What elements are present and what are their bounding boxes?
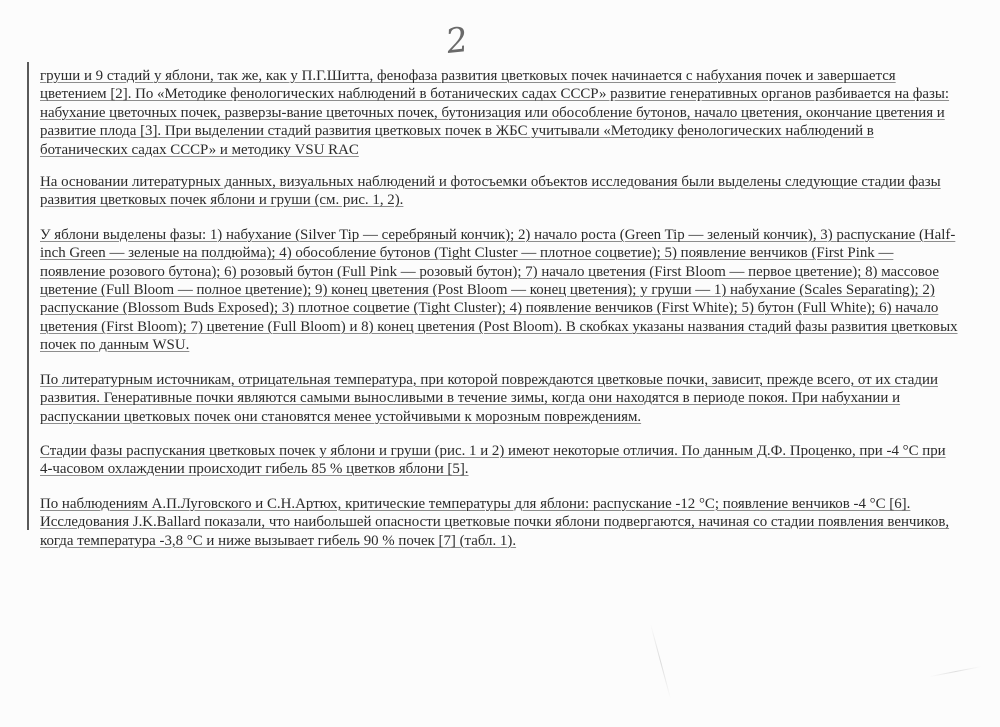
paragraph-3: У яблони выделены фазы: 1) набухание (Silver Tip — серебряный кончик); 2) начало роста (Green Tip — зеленый кончик), 3) распускание (Half-inch Green — зеленые на полдюйма); 4) обособление бутонов (Tight Cluster — плотное соцветие); 5) появление венчиков (First Pink — появление розового бутона); 6) розовый бутон (Full Pink — розовый бутон); 7) начало цветения (First Bloom — первое цветение); 8) массовое цветение (Full Bloom — полное цветение); 9) конец цветения (Post Bloom — конец цветения); у груши — 1) набухание (Scales Separating); 2) распускание (Blossom Buds Exposed); 3) плотное соцветие (Tight Cluster); 4) появление венчиков (First White); 5) бутон (Full White); 6) начало цветения (First Bloom); 7) цветение (Full Bloom) и 8) конец цветения (Post Bloom). В скобках указаны названия стадий фазы развития цветковых почек по данным WSU. <box>40 226 958 354</box>
paragraph-2: На основании литературных данных, визуальных наблюдений и фотосъемки объектов исследования были выделены следующие стадии фазы развития цветковых почек яблони и груши (см. рис. 1, 2). <box>40 174 941 209</box>
scan-crease-mark <box>650 624 671 700</box>
paragraph-1: груши и 9 стадий у яблони, так же, как у П.Г.Шитта, фенофаза развития цветковых почек начинается с набухания почек и завершается цветением [2]. По «Методике фенологических наблюдений в ботанических садах СССР» развитие генеративных органов разбивается на фазы: набухание цветочных почек, разверзы-вание цветочных почек, бутонизация или обособление бутонов, начало цветения, окончание цветения и развитие плода [3]. При выделении стадий развития цветковых почек в ЖБС учитывали «Методику фенологических наблюдений в ботанических садах СССР» и методику VSU RAC <box>40 68 950 158</box>
scan-crease-mark <box>930 666 981 677</box>
paragraph-5: Стадии фазы распускания цветковых почек у яблони и груши (рис. 1 и 2) имеют некоторые отличия. По данным Д.Ф. Проценко, при -4 °С при 4-часовом охлаждении происходит гибель 85 % цветков яблони [5]. <box>40 442 946 478</box>
paragraph-6: По наблюдениям А.П.Луговского и С.Н.Артюх, критические температуры для яблони: распускание -12 °С; появление венчиков -4 °С [6]. Исследования J.K.Ballard показали, что наибольшей опасности цветковые почки яблони подвергаются, начиная со стадии появления венчиков, когда температура -3,8 °С и ниже вызывает гибель 90 % почек [7] (табл. 1). <box>40 495 950 549</box>
page-number: 2 <box>445 19 469 63</box>
paragraph-4: По литературным источникам, отрицательная температура, при которой повреждаются цветковые почки, зависит, прежде всего, от их стадии развития. Генеративные почки являются самыми выносливыми в течение зимы, когда они находятся в периоде покоя. При набухании и распускании цветковых почек они становятся менее устойчивыми к морозным повреждениям. <box>40 371 938 425</box>
left-margin-rule <box>27 62 29 530</box>
document-body <box>40 67 960 566</box>
